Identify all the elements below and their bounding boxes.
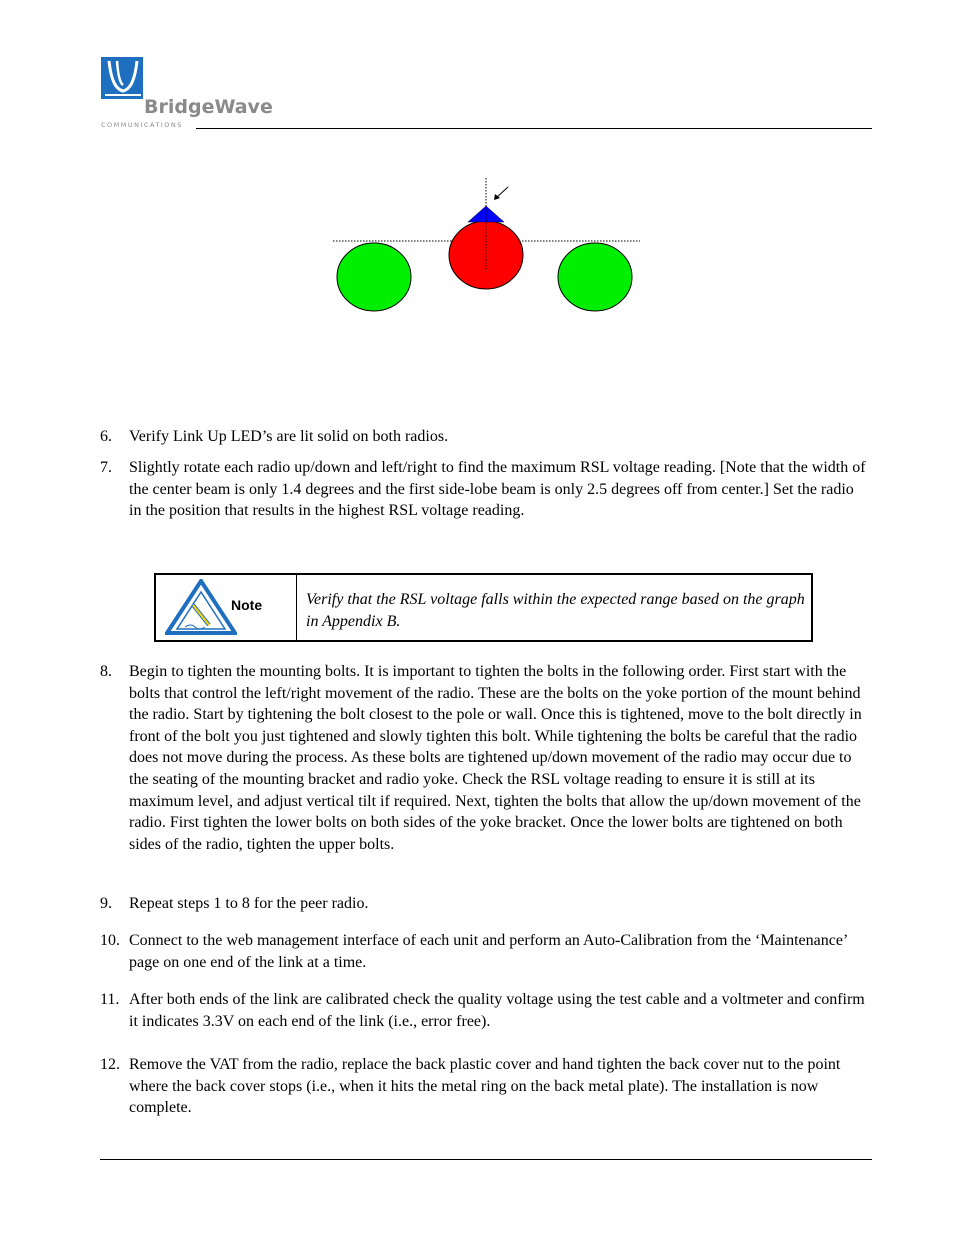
step-number: 11. (100, 991, 120, 1008)
step-number: 8. (100, 663, 112, 680)
footer-rule (100, 1159, 872, 1160)
left-side-lobe (337, 243, 411, 311)
step-number: 6. (100, 428, 112, 445)
step-text: Verify Link Up LED’s are lit solid on both radios. (129, 428, 449, 445)
note-box (154, 573, 813, 642)
step-number: 7. (100, 459, 112, 476)
brand-name: BridgeWave (144, 96, 273, 118)
center-beam (449, 221, 523, 289)
beam-alignment-diagram (330, 178, 642, 318)
note-pencil-icon (165, 579, 237, 635)
step-text: Connect to the web management interface of each unit and perform an Auto-Calibration from the ‘Maintenance’ page on one end of the link at a time. (129, 932, 848, 971)
note-label-cell (156, 575, 297, 640)
step-text: Begin to tighten the mounting bolts. It is important to tighten the bolts in the following order. First start with the bolts that control the left/right movement of the radio. These are the bolts on the yoke portion of the mount behind the radio. Start by tightening the bolt closest to the pole or wall. Once this is tightened, move to the bolt directly in front of the bolt you just tightened and slowly tighten this bolt. While tightening the bolts be careful that the radio does not move during the process. As these bolts are tightened up/down movement of the radio may occur due to the seating of the mounting bracket and radio yoke. Check the RSL voltage reading to ensure it is still at its maximum level, and adjust vertical tilt if required. Next, tighten the bolts that allow the up/down movement of the radio. First tighten the lower bolts on both sides of the yoke bracket. Once the lower bolts are tightened on both sides of the radio, tighten the upper bolts. (129, 663, 862, 853)
step-text: Repeat steps 1 to 8 for the peer radio. (129, 895, 369, 912)
step-number: 12. (100, 1056, 120, 1073)
right-side-lobe (558, 243, 632, 311)
header-rule (196, 128, 872, 129)
company-logo (100, 55, 273, 135)
step-number: 10. (100, 932, 120, 949)
note-label: Note (231, 597, 263, 613)
step-text: Remove the VAT from the radio, replace the back plastic cover and hand tighten the back cover nut to the point where the back cover stops (i.e., when it hits the metal ring on the back metal plate). The installation is now complete. (129, 1056, 841, 1117)
brand-subtitle: COMMUNICATIONS (101, 121, 183, 129)
step-text: Slightly rotate each radio up/down and left/right to find the maximum RSL voltage reading. [Note that the width of the center beam is only 1.4 degrees and the first side-lobe beam is only 2.5 degrees off from center.] Set the radio in the position that results in the highest RSL voltage reading. (129, 459, 866, 520)
step-text: After both ends of the link are calibrated check the quality voltage using the test cable and a voltmeter and confirm it indicates 3.3V on each end of the link (i.e., error free). (129, 991, 865, 1030)
note-text: Verify that the RSL voltage falls within the expected range based on the graph in Appendix B. (306, 591, 805, 630)
step-number: 9. (100, 895, 112, 912)
bridgewave-logo-icon (101, 57, 143, 99)
